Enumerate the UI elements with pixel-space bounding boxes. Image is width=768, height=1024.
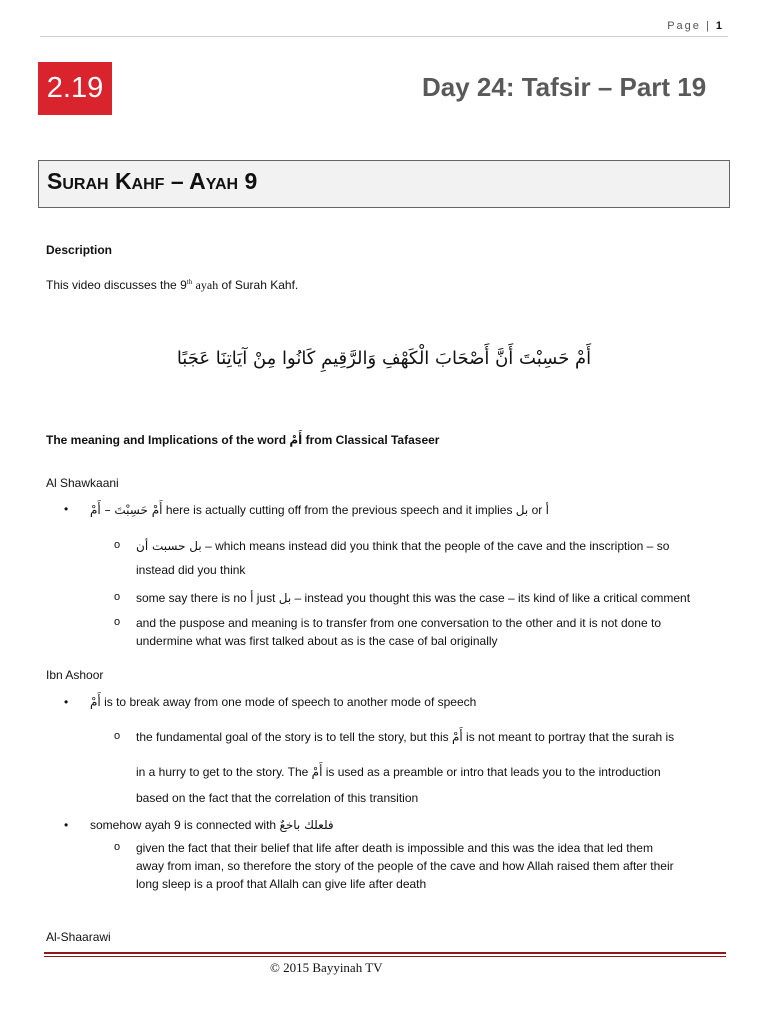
page-title: Day 24: Tafsir – Part 19 — [422, 72, 707, 102]
page-label: Page | — [667, 20, 711, 32]
shawkaani-bullet-1 — [90, 502, 549, 518]
description-sup: th — [186, 278, 193, 286]
description-text-after: of Surah Kahf. — [218, 278, 299, 292]
ibn-ashoor-bullet-1 — [90, 694, 476, 710]
shawkaani-s2-c: – instead you thought this was the case – its kind of like a critical comment — [291, 591, 691, 605]
ibn-ashoor-sub-2-line1: given the fact that their belief that life after death is impossible and this was the idea that led them — [136, 841, 653, 855]
footer-copyright: © 2015 Bayyinah TV — [270, 960, 383, 975]
ibn-ashoor-s1-arabic2: أَمْ — [311, 765, 323, 779]
ibn-ashoor-heading: Ibn Ashoor — [46, 668, 104, 682]
meaning-heading-after: from Classical Tafaseer — [302, 433, 440, 447]
shawkaani-s2-arabic: أ — [250, 591, 254, 605]
sub-bullet-icon: o — [114, 539, 121, 551]
ibn-ashoor-sub-1-cont2: based on the fact that the correlation of this transition — [136, 791, 419, 805]
shawkaani-s1-text: – which means instead did you think that the people of the cave and the inscription – so — [201, 539, 670, 553]
footer-divider-thin — [44, 956, 726, 957]
ibn-ashoor-s1-b: is not meant to portray that the surah is — [462, 730, 675, 744]
description-ayah-word: ayah — [195, 278, 219, 292]
ibn-ashoor-sub-2-line2: away from iman, so therefore the story of the people of the cave and how Allah raised them after their — [136, 859, 674, 873]
shawkaani-b1-text: here is actually cutting off from the previous speech and it implies — [162, 503, 516, 517]
section-title-box — [38, 160, 730, 208]
ibn-ashoor-s1-a: the fundamental goal of the story is to tell the story, but this — [136, 730, 452, 744]
ibn-ashoor-b2-arabic: فلعلك باخعٌ — [279, 818, 334, 832]
ibn-ashoor-s1-c: in a hurry to get to the story. The — [136, 765, 312, 779]
shaarawi-heading: Al-Shaarawi — [46, 930, 111, 944]
section-title: Surah Kahf – Ayah 9 — [47, 168, 258, 194]
meaning-heading-arabic: أَمْ — [289, 433, 303, 447]
shawkaani-b1-arabic: أَمْ حَسِبْتَ – أَمْ — [90, 503, 163, 517]
shawkaani-b1-or: or — [528, 503, 546, 517]
sub-bullet-icon: o — [114, 841, 121, 853]
sub-bullet-icon: o — [114, 616, 121, 628]
shawkaani-s1-arabic: بل حسبت أن — [136, 539, 202, 553]
shawkaani-b1-arabic2: بل — [515, 503, 529, 517]
shawkaani-s2-a: some say there is no — [136, 591, 251, 605]
bullet-icon: • — [64, 502, 69, 516]
page-number — [667, 20, 722, 32]
header-divider — [40, 36, 728, 37]
meaning-heading-before: The meaning and Implications of the word — [46, 433, 290, 447]
bullet-icon: • — [64, 695, 69, 709]
ibn-ashoor-b1-arabic: أَمْ — [90, 695, 101, 709]
sub-bullet-icon: o — [114, 591, 121, 603]
ibn-ashoor-sub-2-line3: long sleep is a proof that Allalh can give life after death — [136, 877, 427, 891]
shawkaani-sub-3-line2: undermine what was first talked about as is the case of bal originally — [136, 634, 498, 648]
ibn-ashoor-sub-1-cont — [136, 764, 661, 780]
ayah-arabic-text: أَمْ حَسِبْتَ أَنَّ أَصْحَابَ الْكَهْفِ وَالرَّقِيمِ كَانُوا مِنْ آيَاتِنَا عَجَبًا — [176, 348, 592, 369]
shawkaani-sub-1-cont: instead did you think — [136, 563, 246, 577]
ibn-ashoor-bullet-2 — [90, 817, 334, 833]
shawkaani-s2-b: just — [253, 591, 279, 605]
meaning-heading — [46, 432, 439, 448]
shawkaani-heading: Al Shawkaani — [46, 476, 119, 490]
bullet-icon: • — [64, 818, 69, 832]
page-number-value: 1 — [715, 20, 722, 32]
ibn-ashoor-b1-text: is to break away from one mode of speech to another mode of speech — [100, 695, 477, 709]
description-heading: Description — [46, 243, 113, 257]
lesson-badge: 2.19 — [38, 62, 112, 115]
description-text-before: This video discusses the 9 — [46, 278, 187, 292]
shawkaani-sub-3-line1: and the puspose and meaning is to transfer from one conversation to the other and it is not done to — [136, 616, 661, 630]
shawkaani-sub-1 — [136, 538, 669, 554]
ibn-ashoor-sub-1 — [136, 729, 674, 745]
description-text — [46, 274, 298, 293]
shawkaani-s2-arabic2: بل — [278, 591, 292, 605]
ibn-ashoor-s1-d: is used as a preamble or intro that leads you to the introduction — [322, 765, 661, 779]
sub-bullet-icon: o — [114, 730, 121, 742]
shawkaani-b1-arabic3: أ — [545, 503, 549, 517]
footer-divider — [44, 952, 726, 954]
shawkaani-sub-2 — [136, 590, 690, 606]
ibn-ashoor-s1-arabic: أَمْ — [451, 730, 463, 744]
ibn-ashoor-b2-text: somehow ayah 9 is connected with — [90, 818, 280, 832]
